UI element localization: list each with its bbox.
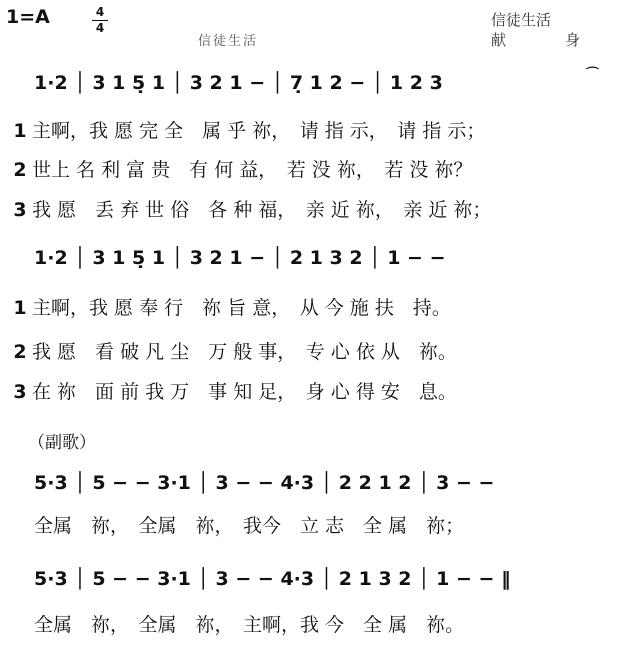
category-label: 信徒生活 — [490, 11, 551, 29]
notes-system-1: 1·2 │ 3 1 5̣ 1 │ 3 2 1 − │ 7̣ 1 2 − │ 1 2 3 — [34, 72, 443, 94]
verse-number: 1 — [13, 297, 27, 319]
key-signature: 1=A — [6, 6, 50, 28]
verse-number: 2 — [13, 341, 27, 363]
lyric-line-1-2 — [8, 155, 472, 182]
lyric-line-1-1 — [8, 116, 485, 143]
notes-system-3: 5·3 │ 5 − − 3·1 │ 3 − − 4·3 │ 2 2 1 2 │ 3 − − — [34, 472, 495, 494]
lyric-text: 主啊，我 愿 完 全 属 乎 祢， 请 指 示， 请 指 示； — [32, 120, 486, 142]
verse-number: 3 — [13, 199, 27, 221]
lyric-line-4-1 — [34, 610, 464, 637]
lyric-line-2-1 — [8, 293, 451, 320]
lyric-line-3-1 — [34, 511, 464, 538]
verse-number: 3 — [13, 381, 27, 403]
verse-number: 1 — [13, 120, 27, 142]
meter-top: 4 — [95, 5, 105, 19]
fermata-icon: ⌒ — [586, 67, 600, 82]
lyric-line-1-3 — [8, 195, 491, 222]
notes-system-2: 1·2 │ 3 1 5̣ 1 │ 3 2 1 − │ 2 1 3 2 │ 1 − − — [34, 247, 446, 269]
meter-bottom: 4 — [95, 21, 105, 35]
lyric-text: 全属 祢， 全属 祢， 主啊，我 今 全 属 祢。 — [34, 614, 465, 636]
time-signature — [92, 6, 108, 35]
lyric-line-2-3 — [8, 377, 457, 404]
section-label: 献 身 — [490, 31, 602, 49]
lyric-text: 全属 祢， 全属 祢， 我今 立 志 全 属 祢； — [34, 515, 465, 537]
notes-system-4: 5·3 │ 5 − − 3·1 │ 3 − − 4·3 │ 2 1 3 2 │ 1 − − ‖ — [34, 568, 511, 590]
lyric-text: 主啊，我 愿 奉 行 祢 旨 意， 从 今 施 扶 持。 — [32, 297, 451, 319]
lyric-text: 我 愿 看 破 凡 尘 万 般 事， 专 心 依 从 祢。 — [32, 341, 457, 363]
verse-number: 2 — [13, 159, 27, 181]
lyric-text: 世上 名 利 富 贵 有 何 益， 若 没 祢， 若 没 祢？ — [32, 159, 473, 181]
chorus-label: （副歌） — [28, 433, 96, 453]
hymn-title: 信徒生活 — [198, 34, 259, 49]
lyric-text: 在 祢 面 前 我 万 事 知 足， 身 心 得 安 息。 — [32, 381, 457, 403]
hymn-meta — [491, 10, 602, 50]
lyric-text: 我 愿 丢 弃 世 俗 各 种 福， 亲 近 祢， 亲 近 祢； — [32, 199, 492, 221]
lyric-line-2-2 — [8, 337, 457, 364]
